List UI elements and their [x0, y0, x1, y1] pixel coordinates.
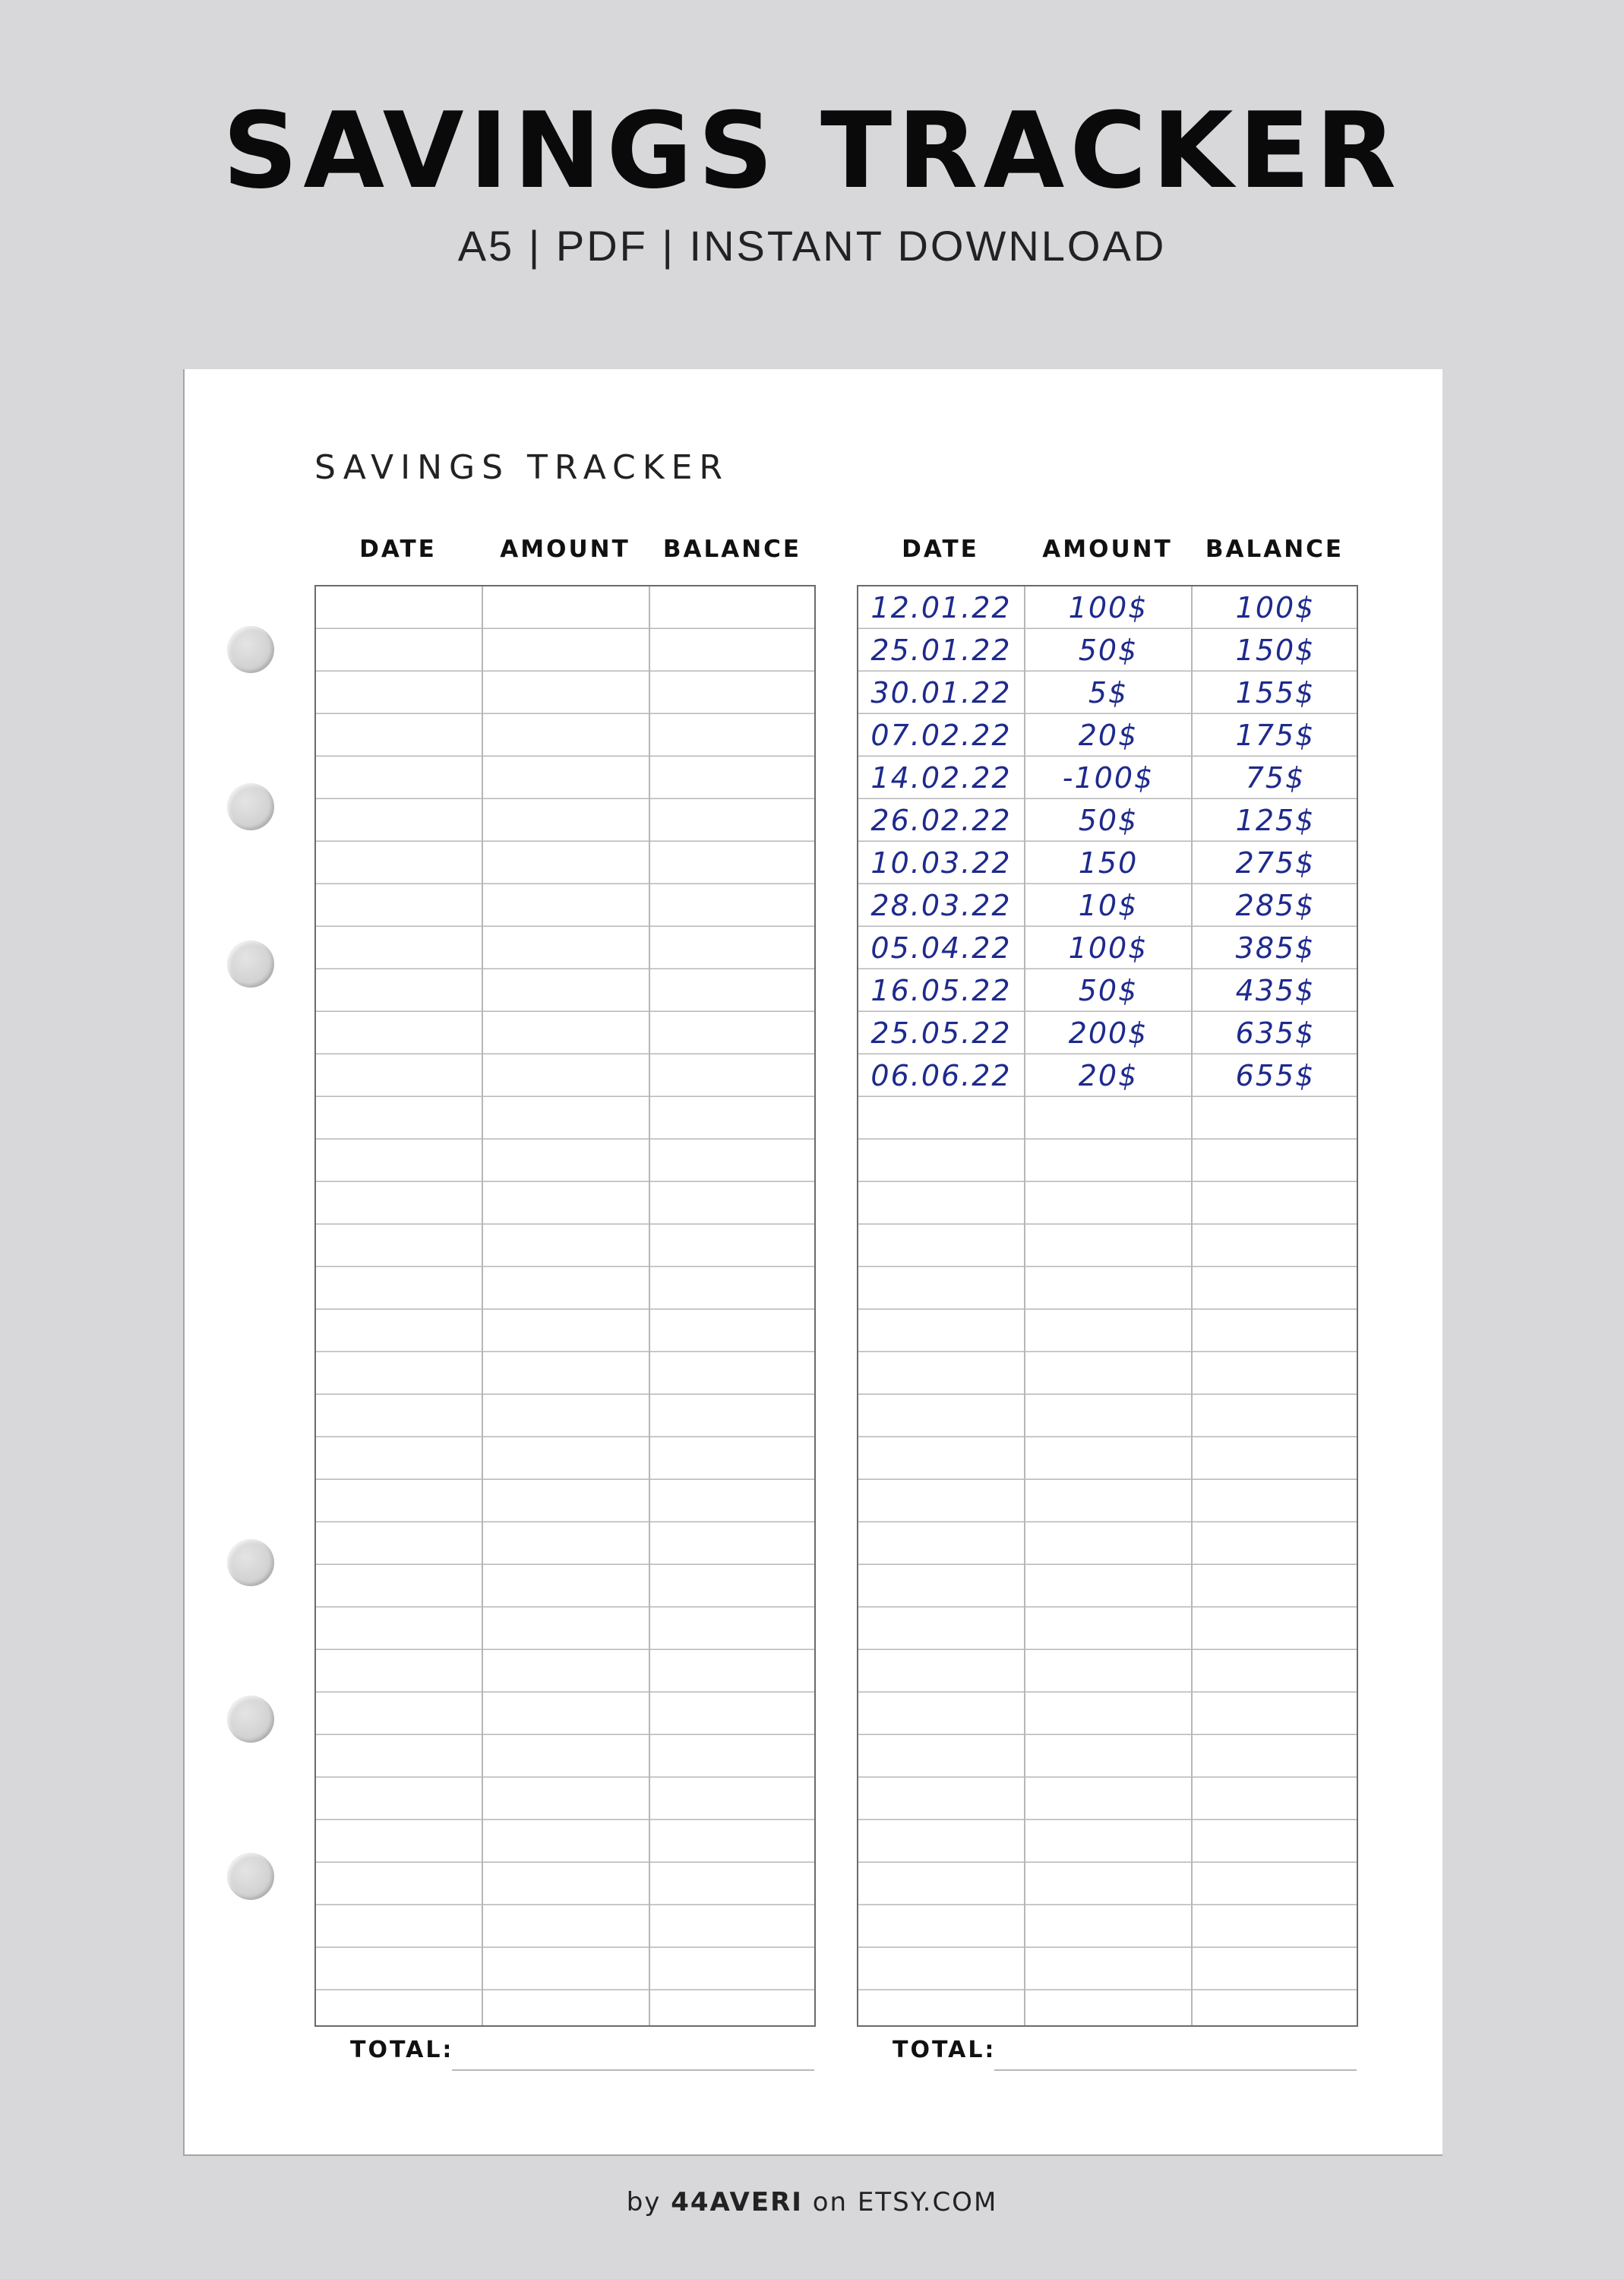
right-header-date: DATE — [902, 536, 979, 563]
entry-date: 05.04.22 — [870, 931, 1012, 965]
entry-date: 10.03.22 — [870, 846, 1012, 880]
entry-amount: 150 — [1078, 846, 1139, 880]
entry-amount: 200$ — [1068, 1016, 1148, 1050]
left-header-balance: BALANCE — [662, 536, 802, 563]
footer-prefix: by — [626, 2187, 662, 2217]
entry-balance: 275$ — [1235, 846, 1316, 880]
binder-hole — [227, 626, 274, 673]
planner-sheet — [183, 369, 1442, 2156]
left-header-date: DATE — [359, 536, 437, 563]
footer-brand: 44AVERI — [671, 2187, 803, 2217]
left-savings-table — [314, 585, 816, 2027]
entry-balance: 155$ — [1235, 676, 1316, 710]
entry-balance: 655$ — [1235, 1059, 1316, 1092]
entry-balance: 435$ — [1235, 974, 1316, 1007]
right-header-balance: BALANCE — [1205, 536, 1344, 563]
right-savings-table — [857, 585, 1358, 2027]
left-total-label: TOTAL: — [350, 2037, 454, 2063]
binder-hole — [227, 940, 274, 988]
entry-amount: 50$ — [1078, 634, 1139, 667]
binder-hole — [227, 783, 274, 830]
entry-date: 28.03.22 — [870, 889, 1012, 922]
entry-amount: -100$ — [1062, 761, 1155, 795]
hero-subtitle: A5 | PDF | INSTANT DOWNLOAD — [457, 222, 1167, 270]
entry-date: 16.05.22 — [870, 974, 1012, 1007]
right-total-line — [994, 2069, 1357, 2071]
entry-balance: 125$ — [1235, 804, 1316, 837]
right-total-label: TOTAL: — [893, 2037, 997, 2063]
entry-date: 07.02.22 — [870, 719, 1012, 752]
entry-balance: 175$ — [1235, 719, 1316, 752]
footer-connector: on — [812, 2187, 848, 2217]
entry-amount: 5$ — [1088, 676, 1129, 710]
sheet-title: SAVINGS TRACKER — [314, 448, 729, 487]
binder-hole — [227, 1853, 274, 1900]
entry-amount: 20$ — [1078, 719, 1139, 752]
binder-hole — [227, 1696, 274, 1743]
left-header-amount: AMOUNT — [500, 536, 630, 563]
entry-date: 25.01.22 — [870, 634, 1012, 667]
entry-balance: 385$ — [1235, 931, 1316, 965]
left-total-line — [452, 2069, 814, 2071]
entry-balance: 100$ — [1235, 591, 1316, 624]
right-header-amount: AMOUNT — [1042, 536, 1173, 563]
entry-balance: 75$ — [1245, 761, 1306, 795]
entry-amount: 50$ — [1078, 804, 1139, 837]
binder-hole — [227, 1539, 274, 1586]
footer-site: ETSY.COM — [857, 2187, 998, 2217]
entry-date: 06.06.22 — [870, 1059, 1012, 1092]
entry-amount: 100$ — [1068, 591, 1148, 624]
entry-amount: 10$ — [1078, 889, 1139, 922]
entry-balance: 635$ — [1235, 1016, 1316, 1050]
entry-amount: 100$ — [1068, 931, 1148, 965]
entry-date: 14.02.22 — [870, 761, 1012, 795]
entry-balance: 285$ — [1235, 889, 1316, 922]
hero-title: SAVINGS TRACKER — [222, 90, 1402, 212]
entry-balance: 150$ — [1235, 634, 1316, 667]
footer-credit — [0, 2189, 1624, 2215]
entry-date: 12.01.22 — [870, 591, 1012, 624]
entry-date: 25.05.22 — [870, 1016, 1012, 1050]
entry-amount: 50$ — [1078, 974, 1139, 1007]
entry-amount: 20$ — [1078, 1059, 1139, 1092]
entry-date: 26.02.22 — [870, 804, 1012, 837]
entry-date: 30.01.22 — [870, 676, 1012, 710]
